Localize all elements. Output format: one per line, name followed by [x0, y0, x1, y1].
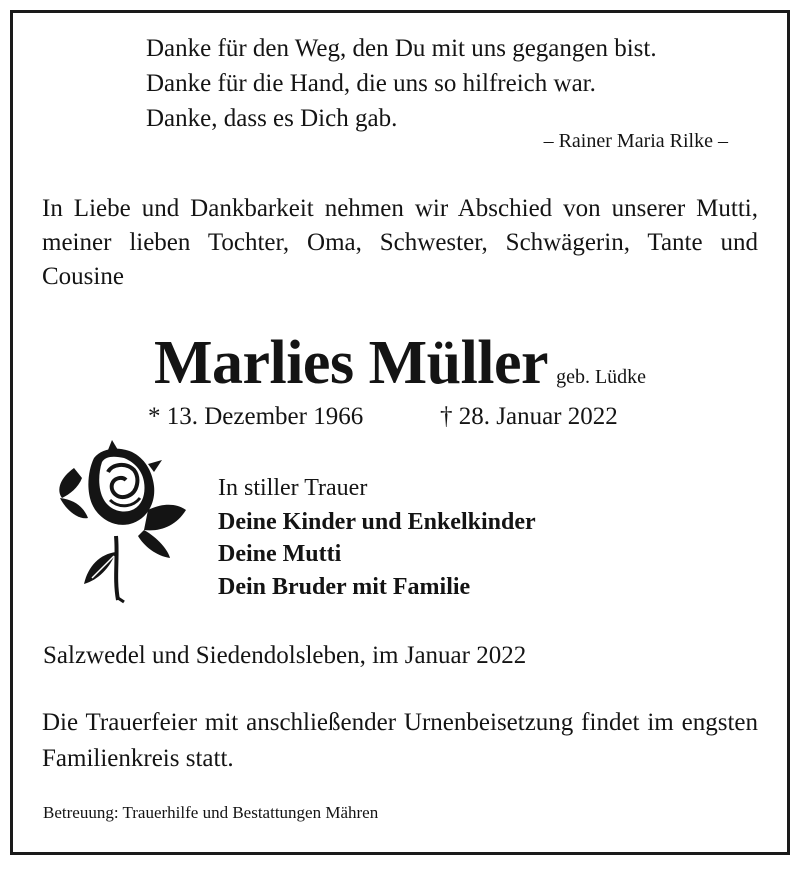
deceased-name-row	[0, 328, 800, 399]
death-date: † 28. Januar 2022	[440, 403, 618, 430]
mourner-children: Deine Kinder und Enkelkinder	[218, 509, 536, 535]
funeral-note: Die Trauerfeier mit anschließender Urnenbeisetzung findet im engsten Familienkreis statt.	[42, 709, 758, 772]
poem-author: – Rainer Maria Rilke –	[543, 130, 728, 152]
birth-date: * 13. Dezember 1966	[148, 403, 364, 430]
mourner-mother: Deine Mutti	[218, 541, 342, 567]
deceased-name: Marlies Müller	[153, 329, 549, 397]
care-provider: Betreuung: Trauerhilfe und Bestattungen Mähren	[43, 803, 379, 822]
place-date: Salzwedel und Siedendolsleben, im Januar 2022	[43, 642, 527, 669]
intro-text: In Liebe und Dankbarkeit nehmen wir Abschied von unserer Mutti, meiner lieben Tochter, Oma, Schwester, Schwägerin, Tante und Cousine	[42, 195, 758, 290]
poem-line-2: Danke für die Hand, die uns so hilfreich war.	[146, 70, 596, 97]
poem-line-3: Danke, dass es Dich gab.	[146, 105, 398, 132]
poem-line-1: Danke für den Weg, den Du mit uns gegangen bist.	[146, 35, 657, 62]
rose-icon	[52, 438, 192, 608]
birth-name: geb. Lüdke	[556, 366, 647, 388]
mourning-heading: In stiller Trauer	[218, 475, 368, 501]
mourner-brother: Dein Bruder mit Familie	[218, 574, 471, 600]
